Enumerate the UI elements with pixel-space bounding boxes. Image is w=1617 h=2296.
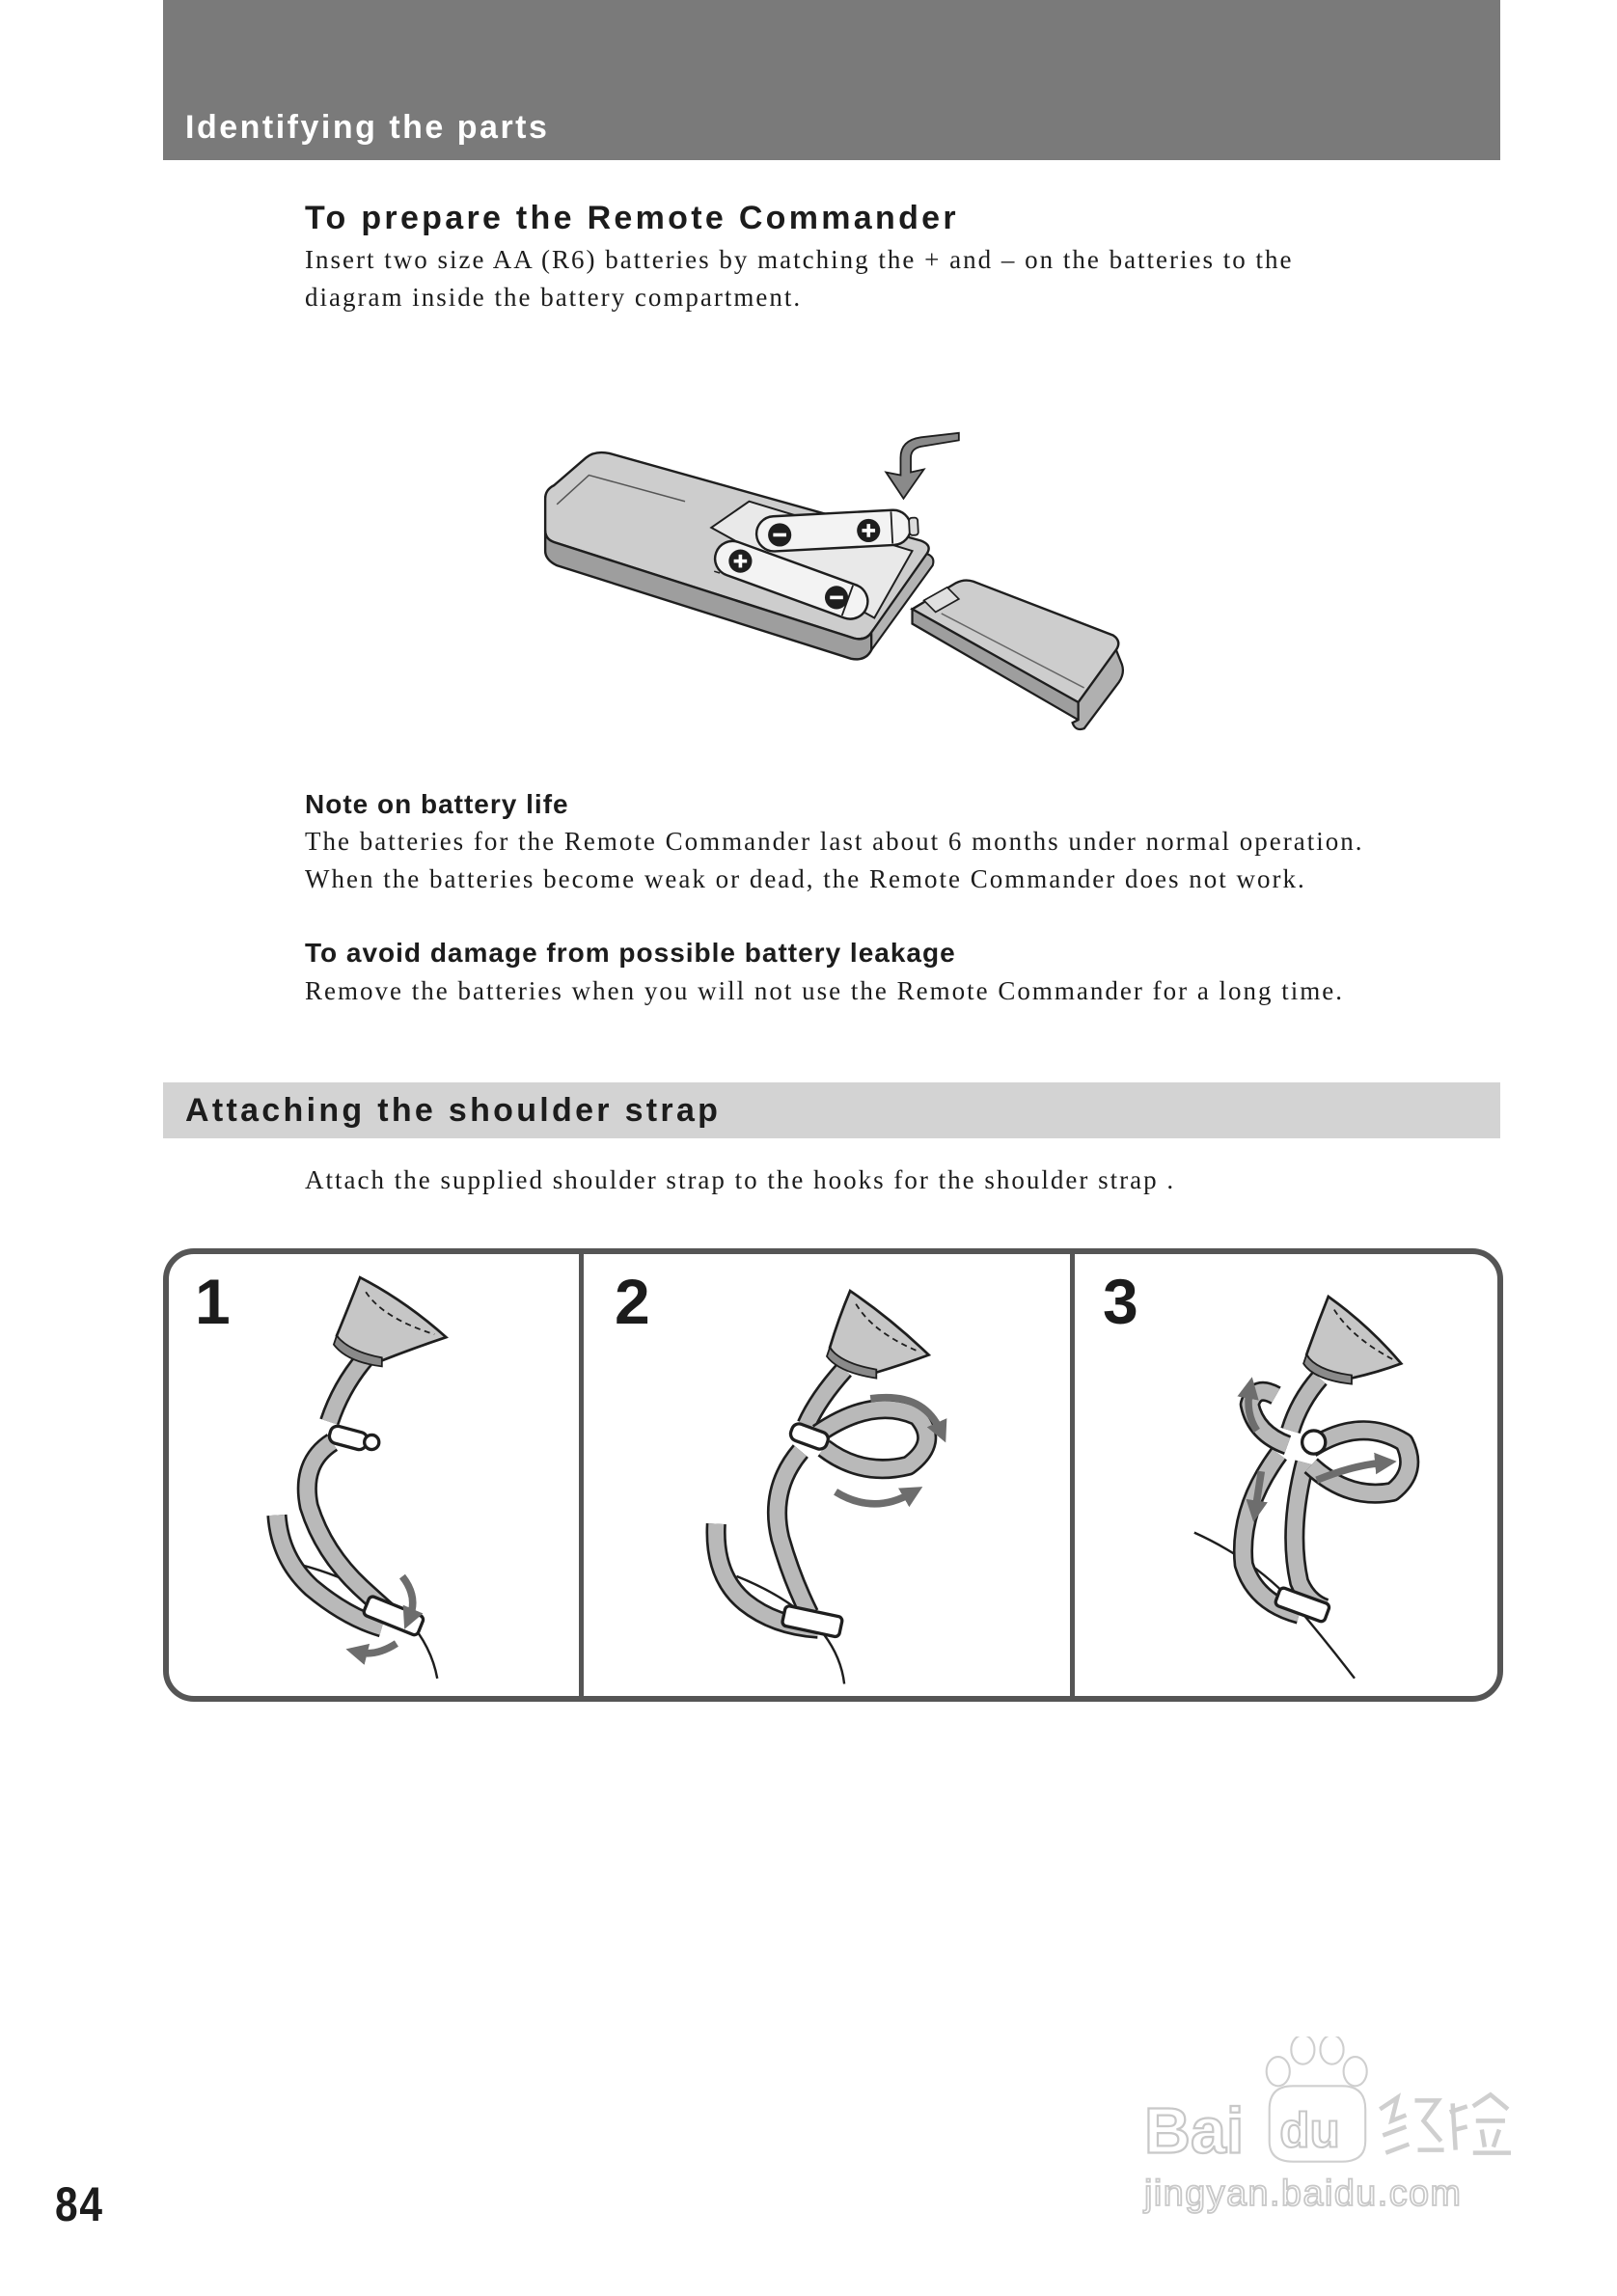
- page-section-title: Identifying the parts: [185, 109, 550, 146]
- minus-terminal-icon: [825, 586, 848, 609]
- strap-steps-panel: [163, 1248, 1503, 1702]
- minus-terminal-icon: [768, 523, 791, 546]
- strap-ring: [1302, 1431, 1326, 1454]
- leakage-body: Remove the batteries when you will not use the Remote Commander for a long time.: [305, 976, 1345, 1005]
- note-body-line: The batteries for the Remote Commander last about 6 months under normal operation.: [305, 827, 1364, 856]
- baidu-watermark: [1136, 2036, 1517, 2226]
- prepare-body: [305, 241, 1294, 316]
- note-heading: Note on battery life: [305, 789, 569, 819]
- watermark-brand-right: du: [1279, 2102, 1340, 2158]
- insert-arrow-icon: [886, 433, 958, 499]
- prepare-body-line: Insert two size AA (R6) batteries by matching the + and – on the batteries to the: [305, 245, 1294, 274]
- note-body-line: When the batteries become weak or dead, the Remote Commander does not work.: [305, 864, 1306, 893]
- page-number: 84: [55, 2177, 104, 2231]
- strap-step-2-illustration: [584, 1254, 1070, 1696]
- strap-loop: [818, 1408, 927, 1468]
- strap-body: Attach the supplied shoulder strap to the hooks for the shoulder strap .: [305, 1165, 1176, 1194]
- remote-battery-illustration: [525, 423, 1137, 736]
- section-title: Attaching the shoulder strap: [185, 1092, 722, 1129]
- step-number: 1: [195, 1266, 231, 1337]
- strap-step-2: [584, 1254, 1075, 1696]
- step-number: 2: [615, 1266, 650, 1337]
- section-bar: [163, 1082, 1500, 1138]
- prepare-heading: To prepare the Remote Commander: [305, 200, 959, 236]
- plus-terminal-icon: [728, 550, 752, 573]
- strap-tab: [334, 1277, 446, 1366]
- strap-step-1: [169, 1254, 584, 1696]
- header-bar: [163, 0, 1500, 160]
- step-number: 3: [1103, 1266, 1138, 1337]
- strap-band: [716, 1370, 844, 1629]
- watermark-url: jingyan.baidu.com: [1144, 2172, 1463, 2213]
- arrow-icon: [836, 1491, 911, 1503]
- strap-band: [277, 1359, 391, 1627]
- arrow-icon: [359, 1644, 397, 1654]
- watermark-brand-left: Bai: [1144, 2095, 1245, 2168]
- watermark-cn-logo: [1380, 2094, 1511, 2152]
- strap-tab: [827, 1291, 929, 1379]
- battery-lid: [913, 581, 1123, 729]
- strap-tab: [1303, 1297, 1401, 1384]
- leakage-heading: To avoid damage from possible battery leakage: [305, 938, 956, 968]
- note-body: [305, 823, 1364, 898]
- strap-step-1-illustration: [169, 1254, 579, 1696]
- plus-terminal-icon: [857, 519, 880, 542]
- prepare-body-line: diagram inside the battery compartment.: [305, 283, 803, 312]
- strap-step-3: [1075, 1254, 1497, 1696]
